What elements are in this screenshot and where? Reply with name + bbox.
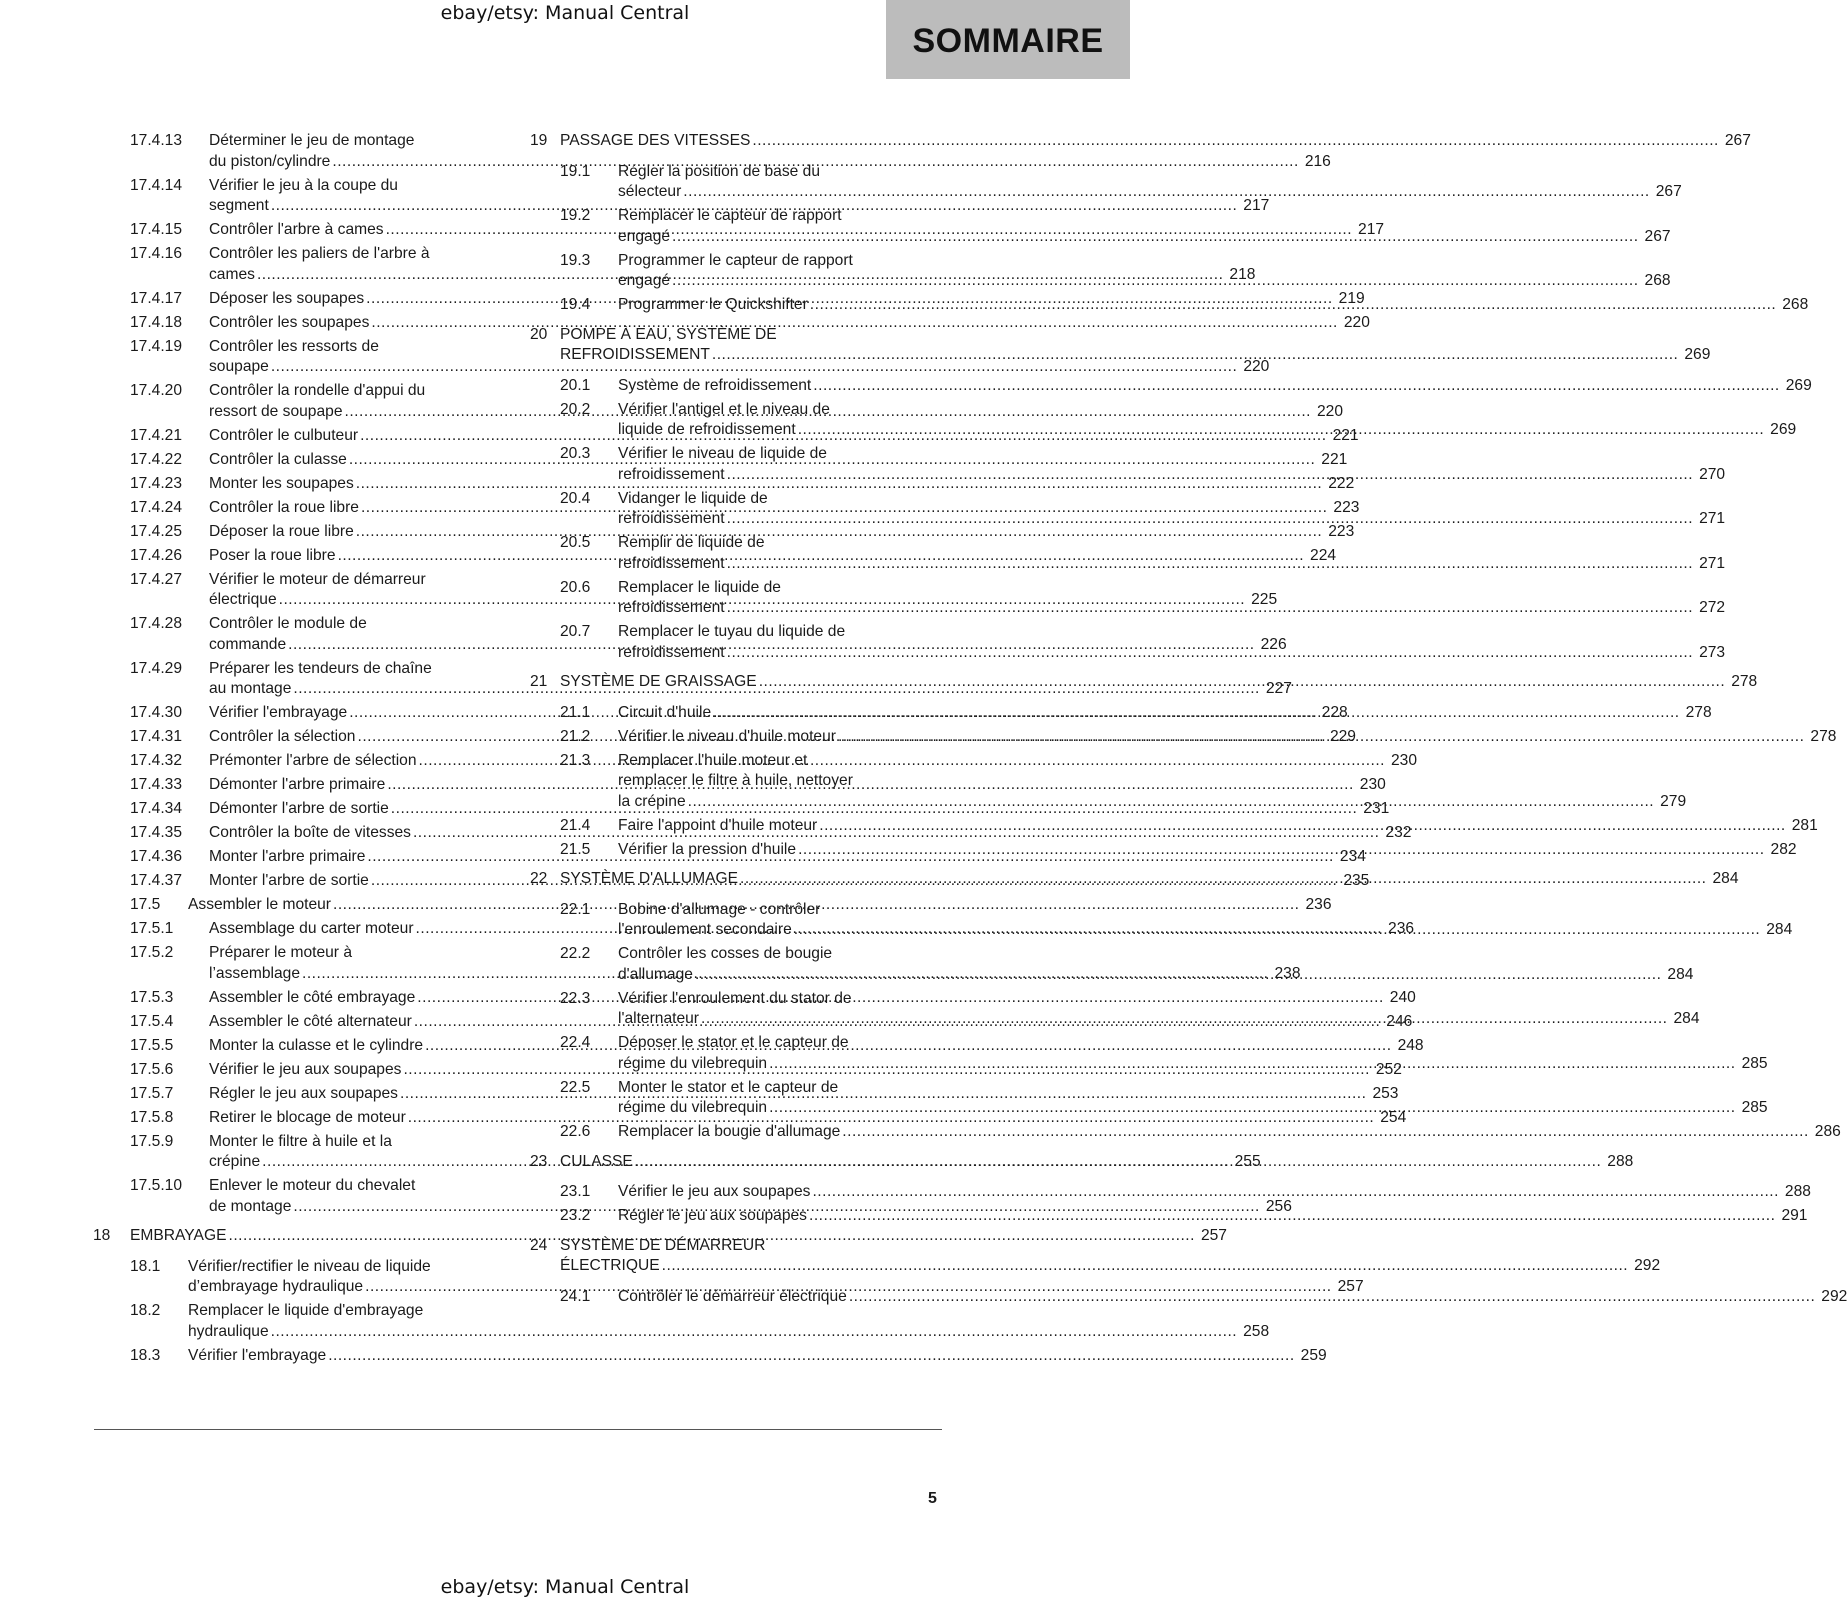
toc-entry-page: 278 [1685, 703, 1712, 721]
toc-entry-page: 282 [1770, 840, 1797, 858]
toc-entry-page: 236 [1388, 920, 1415, 937]
toc-entry-title: Monter le stator et le capteur de [618, 1078, 839, 1096]
toc-entry-number: 17.4.33 [130, 776, 183, 793]
toc-entry-title: Contrôler les ressorts de [209, 337, 379, 355]
toc-entry-number: 18.3 [130, 1346, 161, 1364]
toc-entry-title: Contrôler la roue libre [209, 498, 359, 516]
toc-entry-title: Remplacer le liquide de [618, 578, 781, 596]
toc-entry-page: 292 [1821, 1287, 1847, 1305]
toc-entry-title: Faire l'appoint d'huile moteur [618, 816, 818, 834]
toc-entry-page: 217 [1358, 221, 1385, 238]
toc-entry-number: 17.4.19 [130, 337, 183, 355]
toc-entry-title: du piston/cylindre [209, 152, 331, 170]
toc-entry-page: 288 [1784, 1183, 1811, 1200]
toc-entry-title: Vérifier le jeu aux soupapes [209, 1060, 402, 1078]
toc-entry-page: 257 [1337, 1278, 1364, 1295]
watermark-top: ebay/etsy: Manual Central [440, 2, 690, 24]
toc-entry-page: 271 [1699, 510, 1726, 527]
toc-entry-title: Déterminer le jeu de montage [209, 132, 415, 149]
toc-entry-title: refroidissement [618, 554, 725, 572]
toc-entry-number: 21.4 [560, 816, 591, 834]
dot-leader [759, 672, 1726, 693]
dot-leader [810, 295, 1777, 316]
toc-entry-page: 268 [1644, 272, 1671, 289]
toc-entry-title: SYSTÈME DE DÉMARREUR [560, 1236, 766, 1254]
toc-entry-title: l’assemblage [209, 964, 301, 982]
toc-entry-number: 19 [530, 132, 548, 149]
toc-entry-title: Contrôler le culbuteur [209, 426, 359, 444]
toc-entry-title: Système de refroidissement [618, 376, 812, 394]
toc-entry-number: 21.5 [560, 840, 591, 858]
toc-entry-number: 17.4.16 [130, 245, 183, 262]
toc-entry-page: 228 [1321, 704, 1348, 721]
toc-entry-title: Vérifier le moteur de démarreur [209, 570, 426, 588]
toc-entry-page: 284 [1712, 870, 1739, 887]
toc-entry-number: 17.5.10 [130, 1177, 183, 1194]
toc-entry-title: Remplacer l'huile moteur et [618, 751, 808, 769]
dot-leader [672, 227, 1639, 248]
toc-entry-page: 254 [1380, 1108, 1407, 1126]
toc-entry-number: 18.2 [130, 1302, 161, 1319]
section-title: SOMMAIRE [912, 22, 1104, 60]
toc-entry-title: refroidissement [618, 599, 725, 616]
toc-entry-title: l'enroulement secondaire [618, 921, 792, 938]
toc-entry-page: 218 [1229, 265, 1256, 283]
toc-entry-title: Retirer le blocage de moteur [209, 1108, 406, 1126]
toc-entry-title: refroidissement [618, 465, 725, 483]
toc-entry-page: 267 [1655, 183, 1682, 200]
toc-entry-title: soupape [209, 358, 269, 375]
toc-entry-title: Monter les soupapes [209, 474, 354, 492]
toc-entry-number: 17.4.30 [130, 704, 183, 721]
toc-entry-title: refroidissement [618, 643, 725, 661]
toc-entry-title: régime du vilebrequin [618, 1099, 768, 1116]
toc-entry-page: 217 [1243, 197, 1270, 214]
dot-leader [727, 643, 1694, 664]
toc-entry-title: Remplacer la bougie d'allumage [618, 1123, 841, 1140]
toc-entry[interactable] [530, 162, 1682, 203]
toc-entry-page: 288 [1607, 1152, 1634, 1170]
toc-entry[interactable] [0, 1108, 1407, 1129]
toc-entry-page: 284 [1667, 965, 1694, 983]
toc-entry-title: Remplacer le capteur de rapport [618, 207, 842, 224]
toc-entry-number: 17.4.25 [130, 522, 183, 540]
toc-entry-title: Assembler le moteur [188, 896, 331, 913]
toc-entry-title: Contrôler la culasse [209, 450, 347, 468]
toc-entry-page: 284 [1766, 921, 1793, 938]
toc-entry-title: sélecteur [618, 183, 682, 200]
toc-entry-title: au montage [209, 680, 292, 697]
toc-entry-title: remplacer le filtre à huile, nettoyer [618, 772, 853, 789]
toc-entry-title: Monter la culasse et le cylindre [209, 1036, 424, 1054]
dot-leader [752, 131, 1719, 152]
toc-entry-title: Vérifier l'embrayage [188, 1346, 327, 1364]
toc-entry[interactable] [530, 376, 1812, 397]
toc-entry-page: 255 [1234, 1153, 1261, 1170]
toc-entry-number: 23.1 [560, 1183, 591, 1200]
toc-entry-title: Régler le jeu aux soupapes [209, 1084, 398, 1102]
dot-leader [701, 1009, 1668, 1030]
dot-leader [727, 598, 1694, 619]
toc-entry-number: 17.5.6 [130, 1060, 174, 1078]
toc-entry-page: 219 [1338, 289, 1365, 307]
toc-entry-title: Contrôler la sélection [209, 728, 356, 745]
toc-entry-number: 17.4.21 [130, 426, 183, 444]
toc-entry-title: Monter le filtre à huile et la [209, 1132, 392, 1150]
toc-entry-page: 226 [1260, 635, 1287, 653]
toc-entry-title: refroidissement [618, 510, 725, 527]
toc-entry-number: 19.1 [560, 162, 591, 180]
toc-entry-title: Déposer les soupapes [209, 289, 365, 307]
toc-entry-title: Remplacer le tuyau du liquide de [618, 623, 846, 640]
toc-entry-number: 20 [530, 325, 548, 343]
toc-entry[interactable] [530, 325, 1711, 366]
page-number: 5 [928, 1490, 937, 1507]
toc-entry[interactable] [530, 1182, 1811, 1203]
toc-entry[interactable] [530, 1287, 1847, 1308]
toc-entry-page: 232 [1385, 824, 1412, 841]
toc-entry-page: 238 [1274, 964, 1301, 982]
toc-entry-page: 216 [1304, 152, 1331, 170]
toc-entry-title: électrique [209, 591, 277, 608]
toc-entry-page: 220 [1316, 402, 1343, 420]
toc-entry-title: Régler le jeu aux soupapes [618, 1207, 807, 1224]
toc-entry-number: 22.4 [560, 1034, 591, 1051]
toc-entry-number: 17.5 [130, 896, 161, 913]
toc-entry-page: 236 [1305, 896, 1332, 913]
dot-leader [740, 869, 1707, 890]
toc-entry-number: 17.5.4 [130, 1012, 174, 1030]
toc-entry-title: Vidanger le liquide de [618, 489, 768, 507]
toc-entry-number: 17.4.17 [130, 289, 183, 307]
toc-entry-title: Vérifier le niveau de liquide de [618, 445, 827, 462]
toc-entry[interactable] [0, 1301, 1270, 1342]
toc-entry-title: Contrôler le module de [209, 615, 367, 632]
toc-entry-number: 17.4.22 [130, 450, 183, 468]
toc-entry[interactable] [530, 1122, 1841, 1143]
toc-entry-title: Contrôler la boîte de vitesses [209, 824, 411, 841]
toc-entry-number: 22 [530, 870, 548, 887]
dot-leader [712, 345, 1679, 366]
toc-entry-number: 17.5.5 [130, 1036, 174, 1054]
toc-entry-title: Déposer le stator et le capteur de [618, 1034, 849, 1051]
toc-entry-number: 17.4.28 [130, 615, 183, 632]
toc-entry-page: 258 [1243, 1322, 1270, 1340]
toc-entry-title: Préparer le moteur à [209, 944, 353, 961]
dot-leader [809, 1206, 1776, 1227]
toc-entry-title: Monter l'arbre primaire [209, 848, 366, 865]
toc-entry-title: REFROIDISSEMENT [560, 346, 710, 363]
dot-leader [819, 816, 1786, 837]
toc-entry-number: 17.5.1 [130, 920, 174, 937]
toc-entry-page: 235 [1343, 872, 1370, 889]
section-header-tab [886, 0, 1130, 79]
toc-entry-number: 19.2 [560, 207, 591, 224]
dot-leader [683, 182, 1650, 203]
toc-entry-title: Vérifier le jeu à la coupe du [209, 176, 398, 194]
toc-entry-title: Monter l'arbre de sortie [209, 872, 369, 889]
toc-entry-page: 267 [1724, 132, 1751, 149]
toc-entry-title: commande [209, 635, 287, 653]
toc-entry-number: 22.3 [560, 989, 591, 1007]
toc-entry-number: 17.5.8 [130, 1108, 174, 1126]
toc-entry-page: 272 [1699, 599, 1726, 616]
toc-entry-page: 220 [1343, 313, 1370, 331]
dot-leader [794, 920, 1761, 941]
toc-entry-page: 256 [1265, 1197, 1292, 1215]
toc-entry-number: 20.3 [560, 445, 591, 462]
footer-divider [94, 1429, 942, 1430]
dot-leader [672, 271, 1639, 292]
dot-leader [727, 554, 1694, 575]
toc-entry-page: 281 [1791, 816, 1818, 834]
toc-entry-title: l'alternateur [618, 1010, 699, 1027]
dot-leader [727, 509, 1694, 530]
toc-entry-page: 229 [1329, 728, 1356, 745]
toc-entry-page: 253 [1372, 1084, 1399, 1102]
toc-entry-page: 221 [1332, 426, 1359, 444]
toc-entry-title: régime du vilebrequin [618, 1054, 768, 1072]
toc-entry-number: 20.5 [560, 534, 591, 551]
toc-entry-title: CULASSE [560, 1152, 633, 1170]
toc-entry-page: 267 [1644, 227, 1671, 245]
toc-entry-title: d'allumage [618, 965, 693, 983]
dot-leader [662, 1256, 1629, 1277]
toc-entry-page: 285 [1741, 1054, 1768, 1072]
toc-entry-title: Vérifier le jeu aux soupapes [618, 1183, 811, 1200]
toc-entry-page: 291 [1781, 1207, 1808, 1224]
toc-entry-number: 22.5 [560, 1078, 591, 1096]
toc-entry-title: engagé [618, 227, 671, 245]
toc-entry-title: POMPE À EAU, SYSTÈME DE [560, 325, 777, 343]
toc-entry-number: 20.7 [560, 623, 591, 640]
toc-entry-title: Programmer le capteur de rapport [618, 251, 853, 269]
toc-entry-page: 292 [1634, 1257, 1661, 1274]
toc-entry-number: 22.6 [560, 1123, 591, 1140]
toc-entry-page: 273 [1699, 643, 1726, 661]
toc-entry-page: 278 [1731, 673, 1758, 690]
dot-leader [812, 1182, 1779, 1203]
toc-entry-number: 17.4.14 [130, 176, 183, 194]
toc-entry-number: 17.5.3 [130, 988, 174, 1006]
dot-leader [688, 792, 1655, 813]
toc-entry-page: 268 [1782, 296, 1809, 313]
toc-entry-number: 22.1 [560, 900, 591, 918]
toc-entry-page: 284 [1673, 1010, 1700, 1027]
dot-leader [271, 1322, 1238, 1343]
dot-leader [813, 376, 1780, 397]
toc-entry-title: Déposer la roue libre [209, 522, 354, 540]
toc-entry-page: 246 [1386, 1012, 1413, 1030]
toc-entry-number: 22.2 [560, 945, 591, 962]
toc-entry-number: 21.2 [560, 727, 591, 745]
toc-entry-number: 17.4.15 [130, 221, 183, 238]
toc-entry-title: SYSTÈME DE GRAISSAGE [560, 673, 757, 690]
toc-entry-number: 20.1 [560, 376, 591, 394]
toc-entry-number: 17.4.13 [130, 132, 183, 149]
toc-entry-title: Remplacer le liquide d'embrayage [188, 1302, 424, 1319]
toc-entry-title: ressort de soupape [209, 402, 343, 420]
toc-entry-number: 21.1 [560, 703, 591, 721]
dot-leader [635, 1152, 1602, 1173]
toc-entry-number: 17.4.27 [130, 570, 183, 588]
toc-entry-number: 18 [93, 1227, 111, 1244]
toc-entry-page: 222 [1328, 474, 1355, 492]
toc-entry-page: 248 [1397, 1036, 1424, 1054]
toc-entry-number: 20.2 [560, 400, 591, 418]
dot-leader [838, 727, 1805, 748]
toc-entry-number: 17.4.35 [130, 824, 183, 841]
toc-entry-title: Contrôler l'arbre à cames [209, 221, 384, 238]
dot-leader [713, 703, 1680, 724]
toc-entry-title: Vérifier l'embrayage [209, 704, 348, 721]
toc-entry-page: 234 [1339, 848, 1366, 865]
toc-entry-title: Remplir de liquide de [618, 534, 765, 551]
toc-entry-title: Préparer les tendeurs de chaîne [209, 659, 432, 677]
toc-entry-number: 17.4.26 [130, 546, 183, 564]
dot-leader [842, 1122, 1809, 1143]
toc-entry-title: de montage [209, 1197, 292, 1215]
toc-entry-number: 20.6 [560, 578, 591, 596]
toc-entry-title: la crépine [618, 792, 686, 810]
toc-entry-title: Assembler le côté embrayage [209, 988, 416, 1006]
watermark-bottom: ebay/etsy: Manual Central [440, 1576, 690, 1598]
toc-entry-title: Assembler le côté alternateur [209, 1012, 412, 1030]
dot-leader [695, 965, 1662, 986]
toc-entry-number: 19.3 [560, 251, 591, 269]
dot-leader [798, 840, 1765, 861]
toc-entry-number: 17.4.20 [130, 382, 183, 399]
toc-entry-title: Poser la roue libre [209, 546, 336, 564]
toc-entry[interactable] [530, 131, 1751, 152]
toc-entry-page: 269 [1684, 346, 1711, 363]
toc-entry-title: Contrôler les paliers de l'arbre à [209, 245, 430, 262]
toc-entry-title: Contrôler la rondelle d'appui du [209, 382, 426, 399]
dot-leader [798, 420, 1765, 441]
toc-entry-title: ÉLECTRIQUE [560, 1257, 660, 1274]
toc-entry-page: 231 [1363, 800, 1390, 817]
toc-entry-title: Assemblage du carter moteur [209, 920, 414, 937]
toc-entry-number: 17.4.24 [130, 498, 183, 516]
toc-entry-number: 17.5.7 [130, 1084, 174, 1102]
toc-entry-page: 230 [1359, 776, 1386, 793]
toc-entry-title: Démonter l'arbre de sortie [209, 800, 389, 817]
toc-entry-number: 17.4.34 [130, 800, 183, 817]
toc-entry-title: EMBRAYAGE [130, 1227, 227, 1244]
toc-entry-page: 285 [1741, 1099, 1768, 1116]
toc-entry-page: 269 [1785, 376, 1812, 394]
toc-entry-number: 24.1 [560, 1287, 591, 1305]
toc-entry-title: Vérifier la pression d'huile [618, 840, 797, 858]
toc-entry-page: 271 [1699, 554, 1726, 572]
toc-entry-page: 269 [1770, 421, 1797, 438]
toc-entry-number: 17.5.2 [130, 944, 174, 961]
toc-entry-title: engagé [618, 272, 671, 289]
toc-entry-page: 227 [1265, 680, 1292, 697]
toc-entry-title: hydraulique [188, 1322, 269, 1340]
toc-entry-number: 17.4.23 [130, 474, 183, 492]
toc-entry-title: Vérifier/rectifier le niveau de liquide [188, 1257, 431, 1275]
toc-entry-number: 19.4 [560, 296, 591, 313]
toc-entry-page: 240 [1389, 988, 1416, 1006]
dot-leader [769, 1098, 1736, 1119]
toc-entry-number: 17.4.36 [130, 848, 183, 865]
toc-entry-title: Contrôler les cosses de bougie [618, 945, 833, 962]
toc-entry-title: Vérifier l'enroulement du stator de [618, 989, 852, 1007]
toc-entry-title: SYSTÈME D'ALLUMAGE [560, 870, 739, 887]
dot-leader [849, 1287, 1816, 1308]
toc-entry-page: 252 [1375, 1060, 1402, 1078]
toc-entry-title: Contrôler les soupapes [209, 313, 370, 331]
toc-entry-page: 259 [1300, 1346, 1327, 1364]
toc-entry-number: 21 [530, 673, 548, 690]
toc-entry-page: 278 [1810, 727, 1837, 745]
toc-entry-title: liquide de refroidissement [618, 421, 796, 438]
toc-entry-title: Contrôler le démarreur électrique [618, 1287, 847, 1305]
toc-entry[interactable] [530, 1236, 1661, 1277]
toc-entry-page: 220 [1243, 358, 1270, 375]
toc-entry-title: Circuit d'huile [618, 703, 712, 721]
toc-entry-title: PASSAGE DES VITESSES [560, 132, 751, 149]
toc-entry-title: Vérifier l'antigel et le niveau de [618, 400, 830, 418]
toc-entry-page: 224 [1310, 546, 1337, 564]
toc-entry-page: 223 [1333, 498, 1360, 516]
toc-entry-title: Bobine d'allumage - contrôler [618, 900, 821, 918]
dot-leader [727, 465, 1694, 486]
toc-entry-page: 225 [1251, 591, 1278, 608]
toc-entry[interactable] [0, 1346, 1327, 1367]
toc-entry-number: 23 [530, 1152, 548, 1170]
toc-entry-title: cames [209, 265, 255, 283]
toc-entry-title: crépine [209, 1153, 261, 1170]
toc-entry-page: 223 [1328, 522, 1355, 540]
toc-entry-number: 20.4 [560, 489, 591, 507]
dot-leader [769, 1054, 1736, 1075]
toc-entry-title: Enlever le moteur du chevalet [209, 1177, 416, 1194]
dot-leader [328, 1346, 1295, 1367]
toc-entry-number: 17.4.31 [130, 728, 183, 745]
toc-entry-page: 286 [1814, 1123, 1841, 1140]
toc-entry-number: 21.3 [560, 751, 591, 769]
toc-entry-title: Programmer le Quickshifter [618, 296, 808, 313]
toc-entry-number: 18.1 [130, 1257, 161, 1275]
toc-entry-number: 17.5.9 [130, 1132, 174, 1150]
toc-entry-number: 17.4.29 [130, 659, 183, 677]
toc-entry-title: Vérifier le niveau d'huile moteur [618, 727, 836, 745]
toc-entry-number: 23.2 [560, 1207, 591, 1224]
toc-entry-title: d’embrayage hydraulique [188, 1278, 364, 1295]
toc-entry-number: 17.4.18 [130, 313, 183, 331]
toc-entry-page: 230 [1391, 752, 1418, 769]
toc-entry-page: 270 [1699, 465, 1726, 483]
toc-entry-title: Régler la position de base du [618, 162, 820, 180]
toc-entry-title: Prémonter l'arbre de sélection [209, 752, 417, 769]
toc-entry-number: 24 [530, 1236, 548, 1254]
toc-entry-page: 279 [1660, 792, 1687, 810]
toc-entry-number: 17.4.37 [130, 872, 183, 889]
toc-entry-page: 257 [1200, 1227, 1227, 1244]
toc-entry-number: 17.4.32 [130, 752, 183, 769]
toc-entry-title: Démonter l'arbre primaire [209, 776, 386, 793]
toc-entry-title: segment [209, 197, 269, 214]
toc-entry-page: 221 [1321, 450, 1348, 468]
